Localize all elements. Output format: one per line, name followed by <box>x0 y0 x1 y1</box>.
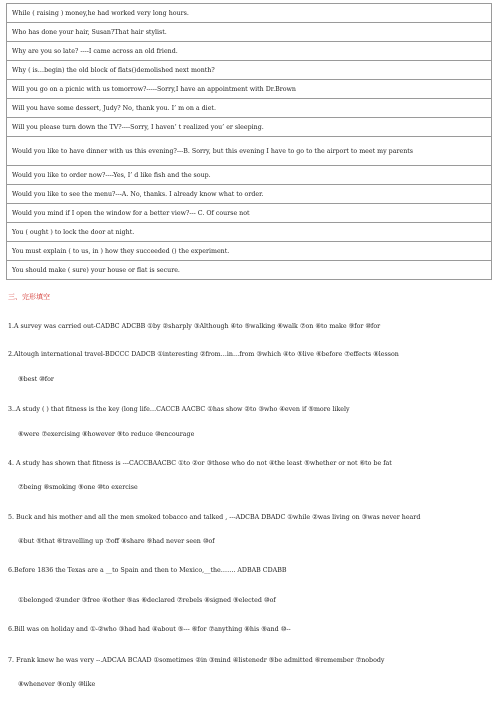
answer-line: 1.A survey was carried out-CADBC ADCBB ①by ②sharply ③Although ④to ⑤walking ⑥walk ⑦on ⑧to make ⑨for ⑩for <box>8 323 381 330</box>
sentence-table <box>6 3 492 280</box>
sentence-cell: Why are you so late? ----I came across an old friend. <box>7 42 492 61</box>
table-row <box>7 61 492 80</box>
answer-line: 5. Buck and his mother and all the men smoked tobacco and talked , ---ADCBA DBADC ①while ②was living on ③was never heard <box>8 514 421 521</box>
sentence-cell: Will you go on a picnic with us tomorrow?-----Sorry,I have an appointment with Dr.Brown <box>7 80 492 99</box>
answer-line: 6.Bill was on holiday and ①-②who ③had had ④about ⑤--- ⑥for ⑦anything ⑧his ⑨and ⑩-- <box>8 626 291 633</box>
table-row <box>7 42 492 61</box>
sentence-cell: Will you have some dessert, Judy? No, thank you. I’ m on a diet. <box>7 99 492 118</box>
sentence-cell: You should make ( sure) your house or flat is secure. <box>7 261 492 280</box>
answer-line: 2.Altough international travel-BDCCC DADCB ①interesting ②from…in…from ③which ④to ⑤live ⑥before ⑦effects ⑧lesson <box>8 351 399 358</box>
table-row <box>7 261 492 280</box>
answer-line: 4. A study has shown that fitness is ---CACCBAACBC ①to ②or ③those who do not ④the least ⑤whether or not ⑥to be fat <box>8 460 392 467</box>
sentence-cell: While ( raising ) money,he had worked very long hours. <box>7 4 492 23</box>
table-row <box>7 137 492 166</box>
table-row <box>7 242 492 261</box>
answer-line-continued: ①belonged ②under ③free ④other ⑤as ⑥declared ⑦rebels ⑧signed ⑨elected ⑩of <box>18 597 276 604</box>
sentence-cell: Why ( is…begin) the old block of flats()demolished next month? <box>7 61 492 80</box>
table-row <box>7 4 492 23</box>
table-row <box>7 204 492 223</box>
table-row <box>7 166 492 185</box>
answer-line: 6.Before 1836 the Texas are a __to Spain and then to Mexico,__the……. ADBAB CDABB <box>8 567 287 574</box>
table-row <box>7 80 492 99</box>
answer-line-continued: ④but ⑤that ⑥travelling up ⑦off ⑧share ⑨had never seen ⑩of <box>18 538 215 545</box>
answer-line-continued: ⑧whenever ⑨only ⑩like <box>18 681 96 688</box>
sentence-cell: Who has done your hair, Susan?That hair stylist. <box>7 23 492 42</box>
sentence-cell: You ( ought ) to lock the door at night. <box>7 223 492 242</box>
sentence-cell: You must explain ( to us, in ) how they succeeded () the experiment. <box>7 242 492 261</box>
table-row <box>7 118 492 137</box>
section-title: 三、完形填空 <box>8 293 50 301</box>
answer-line: 3..A study ( ) that fitness is the key (long life…CACCB AACBC ①has show ②to ③who ④even if ⑤more likely <box>8 406 350 413</box>
table-row <box>7 99 492 118</box>
answer-line-continued: ⑦being ⑧smoking ⑨one ⑩to exercise <box>18 484 138 491</box>
table-row <box>7 185 492 204</box>
sentence-cell: Will you please turn down the TV?----Sorry, I haven’ t realized you’ er sleeping. <box>7 118 492 137</box>
sentence-cell: Would you like to have dinner with us this evening?---B. Sorry, but this evening I have to go to the airport to meet my parents <box>7 137 492 166</box>
sentence-cell: Would you like to order now?----Yes, I’ d like fish and the soup. <box>7 166 492 185</box>
answer-line-continued: ⑨best ⑩for <box>18 376 54 383</box>
sentence-cell: Would you like to see the menu?---A. No, thanks. I already know what to order. <box>7 185 492 204</box>
answer-line: 7. Frank knew he was very --.ADCAA BCAAD ①sometimes ②in ③mind ④listenedr ⑤be admitted ⑥remember ⑦nobody <box>8 657 385 664</box>
table-row <box>7 223 492 242</box>
answer-line-continued: ⑥were ⑦exercising ⑧however ⑨to reduce ⑩encourage <box>18 431 195 438</box>
table-row <box>7 23 492 42</box>
sentence-cell: Would you mind if I open the window for a better view?--- C. Of course not <box>7 204 492 223</box>
